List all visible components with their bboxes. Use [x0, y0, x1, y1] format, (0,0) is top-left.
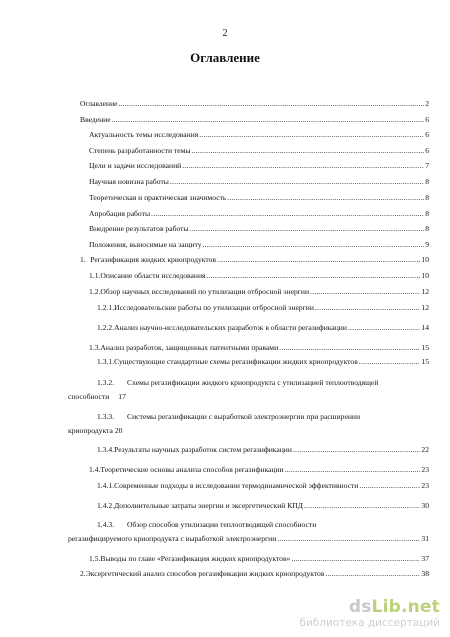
toc-entry-continuation[interactable] [68, 426, 122, 436]
toc-entry[interactable] [89, 240, 429, 250]
toc-entry-number: 1.2.1. [97, 303, 115, 312]
site-watermark [299, 598, 440, 629]
toc-entry-page: 15 [421, 357, 429, 366]
toc-entry-label: Научная новизна работы [89, 177, 169, 186]
toc-entry-number: 1.3.1. [97, 357, 115, 366]
toc-entry-number: 1.1. [89, 271, 101, 280]
toc-entry[interactable] [89, 209, 429, 219]
toc-entry[interactable] [80, 255, 429, 265]
dot-leader [199, 130, 424, 140]
toc-entry-number: 1.3.2. [97, 378, 115, 387]
toc-entry-label: Теоретическая и практическая значимость [89, 193, 227, 202]
toc-entry-page: 22 [421, 445, 429, 454]
page-title: Оглавление [190, 50, 260, 65]
toc-entry-page: 12 [421, 303, 429, 312]
toc-entry-page: 23 [421, 481, 429, 490]
toc-entry-page: 15 [421, 343, 429, 352]
dot-leader [170, 177, 424, 187]
toc-entry[interactable] [80, 115, 429, 125]
dot-leader [192, 146, 425, 156]
watermark-logo: dsLib.net [348, 597, 440, 617]
toc-entry[interactable] [89, 161, 429, 171]
toc-entry[interactable] [97, 412, 360, 422]
toc-entry-page: 12 [421, 287, 429, 296]
toc-entry-page: 7 [425, 161, 429, 170]
toc-entry-label: Оглавление [80, 99, 118, 108]
toc-entry-number: 1.3.3. [97, 412, 115, 421]
toc-entry-page: 17 [118, 392, 126, 401]
toc-entry[interactable] [80, 99, 429, 109]
toc-entry[interactable] [97, 357, 429, 367]
toc-entry-page: 8 [425, 193, 429, 202]
toc-entry-label: Теоретические основы анализа способов регазификации [100, 465, 284, 474]
toc-entry-page: 6 [425, 115, 429, 124]
toc-entry-label: Степень разработанности темы [89, 146, 191, 155]
toc-entry-label: Актуальность темы исследования [89, 130, 199, 139]
toc-entry-number: 1. [80, 255, 86, 264]
toc-entry-page: 10 [421, 271, 429, 280]
toc-entry-number: 1.2.2. [97, 323, 115, 332]
toc-entry-label: Апробация работы [89, 209, 151, 218]
toc-entry-page: 14 [421, 323, 429, 332]
dot-leader [227, 193, 424, 203]
toc-entry-label: Анализ научно-исследовательских разработок в области регазификации [114, 323, 347, 332]
toc-entry-page: 38 [421, 569, 429, 578]
toc-entry-number: 1.4.3. [97, 520, 115, 529]
toc-entry-number: 1.4.2. [97, 501, 115, 510]
toc-entry-label: Цели и задачи исследований [89, 161, 182, 170]
toc-entry-page: 37 [421, 554, 429, 563]
toc-entry[interactable] [97, 378, 378, 388]
toc-entry-label: Описание области исследования [100, 271, 206, 280]
toc-entry[interactable] [89, 343, 429, 353]
toc-entry-number: 1.3.4. [97, 445, 115, 454]
toc-entry-page: 2 [425, 99, 429, 108]
toc-entry[interactable] [89, 130, 429, 140]
toc-entry-label: Эксергетический анализ способов регазификации жидких криопродуктов [85, 569, 325, 578]
toc-entry-label: Системы регазификации с выработкой электроэнергии при расширении [127, 412, 361, 421]
toc-entry-label: Введение [80, 115, 111, 124]
toc-entry-page: 10 [421, 255, 429, 264]
toc-entry-number: 1.3. [89, 343, 101, 352]
toc-entry-label: Исследовательские работы по утилизации отбросной энергии [114, 303, 314, 312]
toc-entry-label: Положения, выносимые на защиту [89, 240, 202, 249]
dot-leader [119, 99, 425, 109]
dot-leader [359, 357, 421, 367]
toc-entry-page: 20 [114, 426, 123, 435]
toc-entry-label-cont: регазифицируемого криопродукта с выработкой электроэнергии [68, 534, 277, 543]
toc-entry-page: 31 [421, 534, 429, 543]
toc-entry[interactable] [97, 520, 316, 530]
toc-entry[interactable] [89, 465, 429, 475]
watermark-subtitle: библиотека диссертаций [299, 617, 440, 629]
toc-entry-number: 1.2. [89, 287, 101, 296]
dot-leader [182, 161, 424, 171]
toc-entry[interactable] [97, 501, 429, 511]
toc-entry[interactable] [89, 287, 429, 297]
dot-leader [190, 224, 425, 234]
toc-entry-continuation[interactable] [68, 392, 126, 402]
toc-entry-label-cont: криопродукта [68, 426, 113, 435]
toc-entry-label: Существующие стандартные схемы регазификации жидких криопродуктов [114, 357, 358, 366]
toc-entry-label-cont: способности [68, 392, 110, 401]
toc-entry[interactable] [89, 177, 429, 187]
dot-leader [304, 501, 420, 511]
toc-entry[interactable] [97, 303, 429, 313]
dot-leader [293, 445, 420, 455]
toc-entry[interactable] [80, 569, 429, 579]
dot-leader [151, 209, 424, 219]
toc-entry-label: Современные подходы в исследовании термодинамической эффективности [114, 481, 359, 490]
dot-leader [277, 534, 420, 544]
toc-entry[interactable] [89, 224, 429, 234]
dot-leader [310, 287, 420, 297]
toc-entry-number: 1.4.1. [97, 481, 115, 490]
toc-entry-continuation[interactable] [68, 534, 429, 544]
toc-entry[interactable] [89, 271, 429, 281]
toc-entry-page: 30 [421, 501, 429, 510]
dot-leader [207, 271, 421, 281]
toc-entry-label: Схемы регазификации жидкого криопродукта с утилизацией теплоотводящей [127, 378, 379, 387]
dot-leader [203, 240, 425, 250]
page-number: 2 [222, 28, 228, 39]
toc-entry-number: 2. [80, 569, 86, 578]
toc-entry-page: 8 [425, 224, 429, 233]
toc-entry[interactable] [97, 481, 429, 491]
dot-leader [315, 303, 420, 313]
toc-entry-page: 6 [425, 146, 429, 155]
toc-entry-label: Обзор научных исследований по утилизации отбросной энергии [100, 287, 310, 296]
toc-entry-label: Регазификация жидких криопродуктов [90, 255, 216, 264]
toc-entry-page: 23 [421, 465, 429, 474]
dot-leader [325, 569, 420, 579]
toc-entry-number: 1.5. [89, 554, 101, 563]
toc-entry-label: Внедрение результатов работы [89, 224, 189, 233]
toc-entry-label: Выводы по главе «Регазификация жидких криопродуктов» [100, 554, 291, 563]
toc-entry-label: Анализ разработок, защищенных патентными правами [100, 343, 279, 352]
dot-leader [217, 255, 420, 265]
toc-entry-page: 8 [425, 209, 429, 218]
dot-leader [279, 343, 420, 353]
toc-entry-label: Результаты научных разработок систем регазификации [114, 445, 292, 454]
toc-entry[interactable] [97, 323, 429, 333]
toc-entry-label: Дополнительные затраты энергии и эксергетический КПД [114, 501, 303, 510]
dot-leader [359, 481, 420, 491]
toc-entry-label: Обзор способов утилизации теплоотводящей способности [127, 520, 317, 529]
dot-leader [285, 465, 421, 475]
dot-leader [112, 115, 425, 125]
toc-entry-page: 6 [425, 130, 429, 139]
toc-entry[interactable] [89, 146, 429, 156]
dot-leader [291, 554, 420, 564]
toc-entry-number: 1.4. [89, 465, 101, 474]
toc-entry[interactable] [97, 445, 429, 455]
toc-entry[interactable] [89, 554, 429, 564]
dot-leader [348, 323, 420, 333]
toc-entry-page: 8 [425, 177, 429, 186]
toc-entry[interactable] [89, 193, 429, 203]
toc-entry-page: 9 [425, 240, 429, 249]
